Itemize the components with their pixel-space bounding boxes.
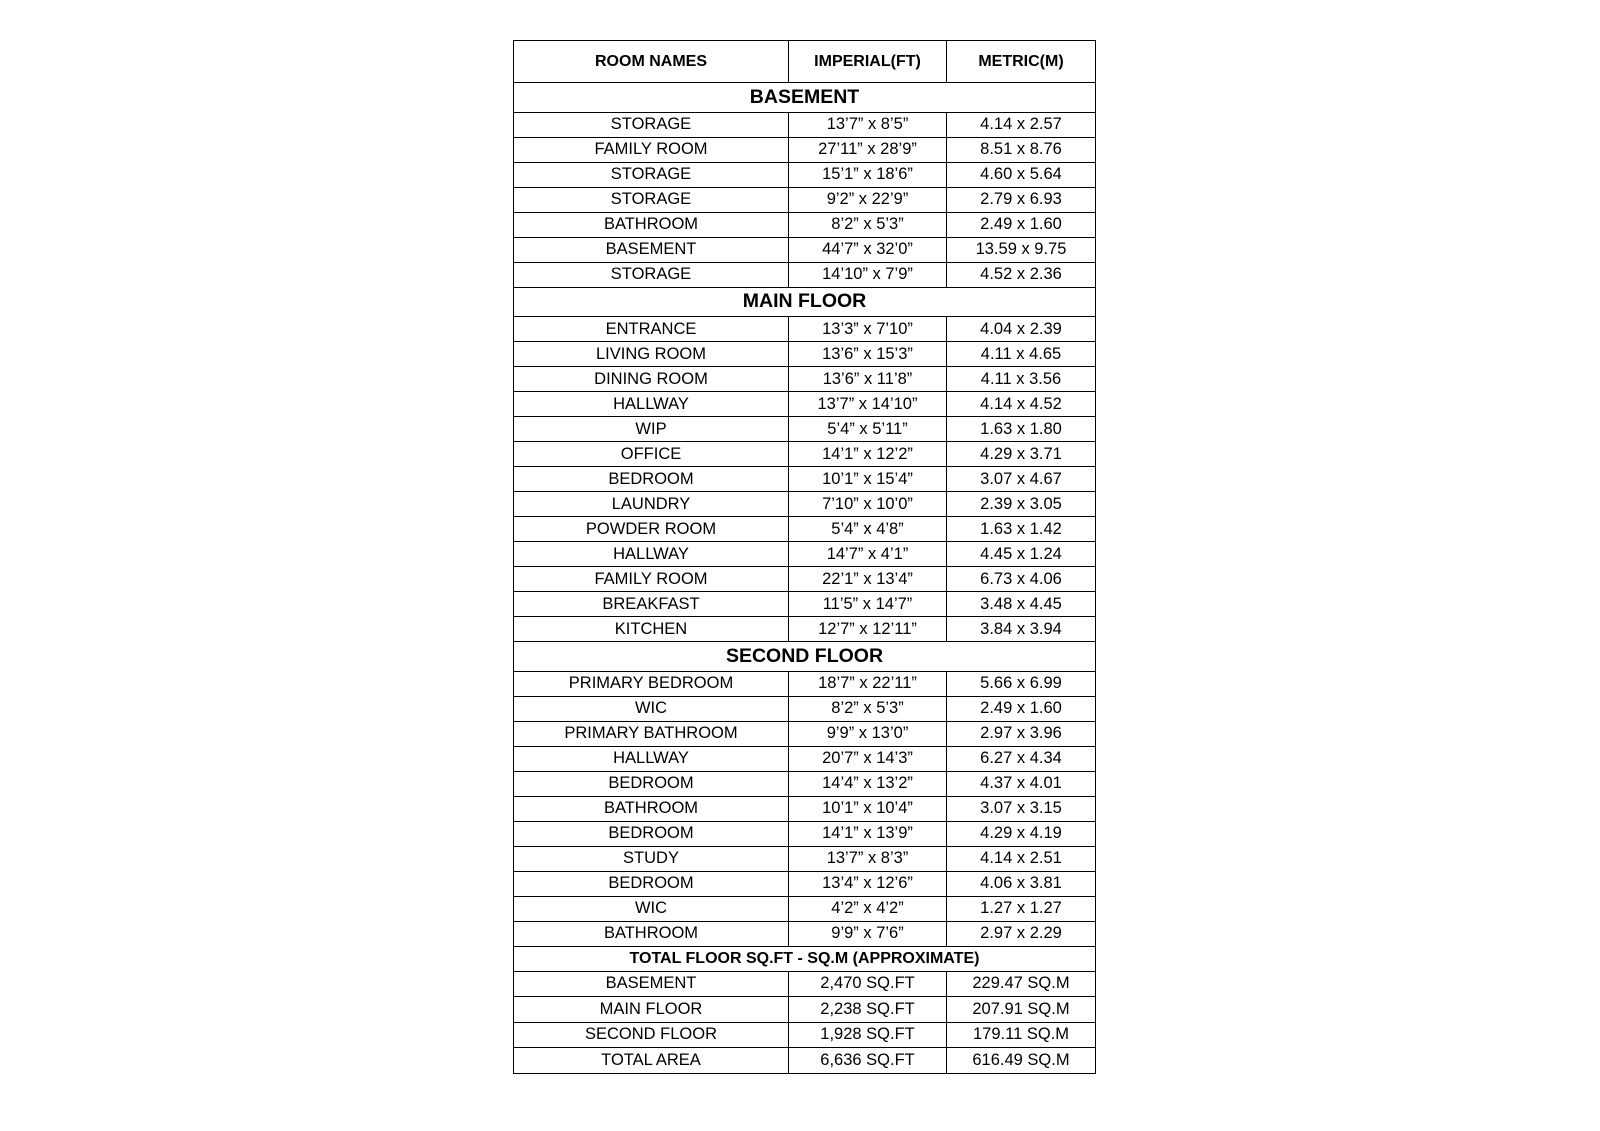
room-name-cell: HALLWAY (514, 392, 789, 417)
room-name-cell: ENTRANCE (514, 317, 789, 342)
room-name-cell: FAMILY ROOM (514, 567, 789, 592)
room-name-cell: OFFICE (514, 442, 789, 467)
table-row (514, 821, 1096, 846)
imperial-dimension-cell: 1,928 SQ.FT (789, 1022, 947, 1048)
table-row (514, 262, 1096, 287)
room-dimensions-table (513, 40, 1096, 1074)
table-row (514, 442, 1096, 467)
imperial-dimension-cell: 14’7” x 4’1” (789, 542, 947, 567)
metric-dimension-cell: 6.73 x 4.06 (947, 567, 1096, 592)
imperial-dimension-cell: 14’1” x 13’9” (789, 821, 947, 846)
room-name-cell: BEDROOM (514, 467, 789, 492)
room-name-cell: BEDROOM (514, 771, 789, 796)
column-header-imperial: IMPERIAL(FT) (789, 41, 947, 83)
totals-row (514, 997, 1096, 1023)
table-row (514, 721, 1096, 746)
imperial-dimension-cell: 18’7” x 22’11” (789, 671, 947, 696)
imperial-dimension-cell: 20’7” x 14’3” (789, 746, 947, 771)
room-name-cell: STORAGE (514, 262, 789, 287)
totals-header-label: TOTAL FLOOR SQ.FT - SQ.M (APPROXIMATE) (514, 946, 1096, 971)
imperial-dimension-cell: 13’7” x 8’3” (789, 846, 947, 871)
imperial-dimension-cell: 14’1” x 12’2” (789, 442, 947, 467)
table-row (514, 212, 1096, 237)
metric-dimension-cell: 4.37 x 4.01 (947, 771, 1096, 796)
imperial-dimension-cell: 10’1” x 10’4” (789, 796, 947, 821)
imperial-dimension-cell: 11’5” x 14’7” (789, 592, 947, 617)
table-row (514, 921, 1096, 946)
room-name-cell: BATHROOM (514, 212, 789, 237)
room-name-cell: BATHROOM (514, 921, 789, 946)
imperial-dimension-cell: 44’7” x 32’0” (789, 237, 947, 262)
metric-dimension-cell: 4.52 x 2.36 (947, 262, 1096, 287)
imperial-dimension-cell: 13’6” x 15’3” (789, 342, 947, 367)
room-name-cell: BREAKFAST (514, 592, 789, 617)
imperial-dimension-cell: 7’10” x 10’0” (789, 492, 947, 517)
metric-dimension-cell: 5.66 x 6.99 (947, 671, 1096, 696)
room-name-cell: POWDER ROOM (514, 517, 789, 542)
metric-dimension-cell: 4.04 x 2.39 (947, 317, 1096, 342)
room-name-cell: LIVING ROOM (514, 342, 789, 367)
metric-dimension-cell: 4.29 x 4.19 (947, 821, 1096, 846)
imperial-dimension-cell: 2,238 SQ.FT (789, 997, 947, 1023)
section-header-label: BASEMENT (514, 83, 1096, 113)
room-name-cell: WIC (514, 896, 789, 921)
room-name-cell: STORAGE (514, 187, 789, 212)
table-row (514, 517, 1096, 542)
metric-dimension-cell: 2.49 x 1.60 (947, 212, 1096, 237)
table-row (514, 896, 1096, 921)
table-row (514, 162, 1096, 187)
metric-dimension-cell: 1.63 x 1.42 (947, 517, 1096, 542)
table-row (514, 746, 1096, 771)
imperial-dimension-cell: 13’4” x 12’6” (789, 871, 947, 896)
table-row (514, 796, 1096, 821)
table-row (514, 367, 1096, 392)
room-name-cell: PRIMARY BATHROOM (514, 721, 789, 746)
totals-row (514, 1022, 1096, 1048)
metric-dimension-cell: 4.11 x 4.65 (947, 342, 1096, 367)
metric-dimension-cell: 4.14 x 2.51 (947, 846, 1096, 871)
totals-row (514, 1048, 1096, 1074)
imperial-dimension-cell: 14’4” x 13’2” (789, 771, 947, 796)
section-header-label: SECOND FLOOR (514, 642, 1096, 672)
table-row (514, 617, 1096, 642)
metric-dimension-cell: 616.49 SQ.M (947, 1048, 1096, 1074)
metric-dimension-cell: 1.63 x 1.80 (947, 417, 1096, 442)
room-name-cell: BEDROOM (514, 871, 789, 896)
imperial-dimension-cell: 15’1” x 18’6” (789, 162, 947, 187)
metric-dimension-cell: 2.79 x 6.93 (947, 187, 1096, 212)
room-name-cell: BASEMENT (514, 971, 789, 997)
metric-dimension-cell: 8.51 x 8.76 (947, 137, 1096, 162)
imperial-dimension-cell: 10’1” x 15’4” (789, 467, 947, 492)
header-row (514, 41, 1096, 83)
imperial-dimension-cell: 22’1” x 13’4” (789, 567, 947, 592)
imperial-dimension-cell: 8’2” x 5’3” (789, 212, 947, 237)
table-row (514, 567, 1096, 592)
room-name-cell: BEDROOM (514, 821, 789, 846)
column-header-room-names: ROOM NAMES (514, 41, 789, 83)
room-name-cell: TOTAL AREA (514, 1048, 789, 1074)
table-row (514, 492, 1096, 517)
metric-dimension-cell: 3.84 x 3.94 (947, 617, 1096, 642)
room-name-cell: STUDY (514, 846, 789, 871)
totals-row (514, 971, 1096, 997)
metric-dimension-cell: 2.39 x 3.05 (947, 492, 1096, 517)
totals-header (514, 946, 1096, 971)
imperial-dimension-cell: 8’2” x 5’3” (789, 696, 947, 721)
imperial-dimension-cell: 14’10” x 7’9” (789, 262, 947, 287)
metric-dimension-cell: 3.07 x 3.15 (947, 796, 1096, 821)
metric-dimension-cell: 13.59 x 9.75 (947, 237, 1096, 262)
metric-dimension-cell: 2.97 x 3.96 (947, 721, 1096, 746)
room-name-cell: BASEMENT (514, 237, 789, 262)
metric-dimension-cell: 229.47 SQ.M (947, 971, 1096, 997)
section-header (514, 642, 1096, 672)
table-row (514, 112, 1096, 137)
imperial-dimension-cell: 13’3” x 7’10” (789, 317, 947, 342)
metric-dimension-cell: 2.49 x 1.60 (947, 696, 1096, 721)
metric-dimension-cell: 6.27 x 4.34 (947, 746, 1096, 771)
room-name-cell: FAMILY ROOM (514, 137, 789, 162)
room-name-cell: HALLWAY (514, 746, 789, 771)
table-row (514, 237, 1096, 262)
metric-dimension-cell: 207.91 SQ.M (947, 997, 1096, 1023)
room-name-cell: BATHROOM (514, 796, 789, 821)
table-row (514, 417, 1096, 442)
table-row (514, 342, 1096, 367)
table-row (514, 846, 1096, 871)
metric-dimension-cell: 4.06 x 3.81 (947, 871, 1096, 896)
table-row (514, 392, 1096, 417)
section-header (514, 287, 1096, 317)
column-header-metric: METRIC(M) (947, 41, 1096, 83)
imperial-dimension-cell: 13’7” x 8’5” (789, 112, 947, 137)
metric-dimension-cell: 4.45 x 1.24 (947, 542, 1096, 567)
imperial-dimension-cell: 2,470 SQ.FT (789, 971, 947, 997)
table-body (514, 83, 1096, 1074)
imperial-dimension-cell: 4’2” x 4’2” (789, 896, 947, 921)
room-name-cell: LAUNDRY (514, 492, 789, 517)
table-row (514, 542, 1096, 567)
metric-dimension-cell: 179.11 SQ.M (947, 1022, 1096, 1048)
metric-dimension-cell: 4.60 x 5.64 (947, 162, 1096, 187)
room-name-cell: WIC (514, 696, 789, 721)
room-name-cell: MAIN FLOOR (514, 997, 789, 1023)
table-row (514, 671, 1096, 696)
metric-dimension-cell: 4.14 x 4.52 (947, 392, 1096, 417)
imperial-dimension-cell: 27’11” x 28’9” (789, 137, 947, 162)
table-row (514, 137, 1096, 162)
table-row (514, 187, 1096, 212)
metric-dimension-cell: 4.29 x 3.71 (947, 442, 1096, 467)
metric-dimension-cell: 2.97 x 2.29 (947, 921, 1096, 946)
room-name-cell: STORAGE (514, 112, 789, 137)
room-name-cell: KITCHEN (514, 617, 789, 642)
imperial-dimension-cell: 9’2” x 22’9” (789, 187, 947, 212)
room-name-cell: PRIMARY BEDROOM (514, 671, 789, 696)
room-name-cell: STORAGE (514, 162, 789, 187)
section-header-label: MAIN FLOOR (514, 287, 1096, 317)
metric-dimension-cell: 4.11 x 3.56 (947, 367, 1096, 392)
imperial-dimension-cell: 5’4” x 4’8” (789, 517, 947, 542)
metric-dimension-cell: 3.07 x 4.67 (947, 467, 1096, 492)
metric-dimension-cell: 1.27 x 1.27 (947, 896, 1096, 921)
room-name-cell: SECOND FLOOR (514, 1022, 789, 1048)
section-header (514, 83, 1096, 113)
room-name-cell: HALLWAY (514, 542, 789, 567)
metric-dimension-cell: 4.14 x 2.57 (947, 112, 1096, 137)
table-row (514, 871, 1096, 896)
imperial-dimension-cell: 5’4” x 5’11” (789, 417, 947, 442)
imperial-dimension-cell: 6,636 SQ.FT (789, 1048, 947, 1074)
imperial-dimension-cell: 9’9” x 7’6” (789, 921, 947, 946)
room-name-cell: WIP (514, 417, 789, 442)
table-row (514, 592, 1096, 617)
table-row (514, 771, 1096, 796)
room-name-cell: DINING ROOM (514, 367, 789, 392)
imperial-dimension-cell: 9’9” x 13’0” (789, 721, 947, 746)
imperial-dimension-cell: 12’7” x 12’11” (789, 617, 947, 642)
table-row (514, 467, 1096, 492)
imperial-dimension-cell: 13’7” x 14’10” (789, 392, 947, 417)
metric-dimension-cell: 3.48 x 4.45 (947, 592, 1096, 617)
table-row (514, 696, 1096, 721)
table-row (514, 317, 1096, 342)
imperial-dimension-cell: 13’6” x 11’8” (789, 367, 947, 392)
